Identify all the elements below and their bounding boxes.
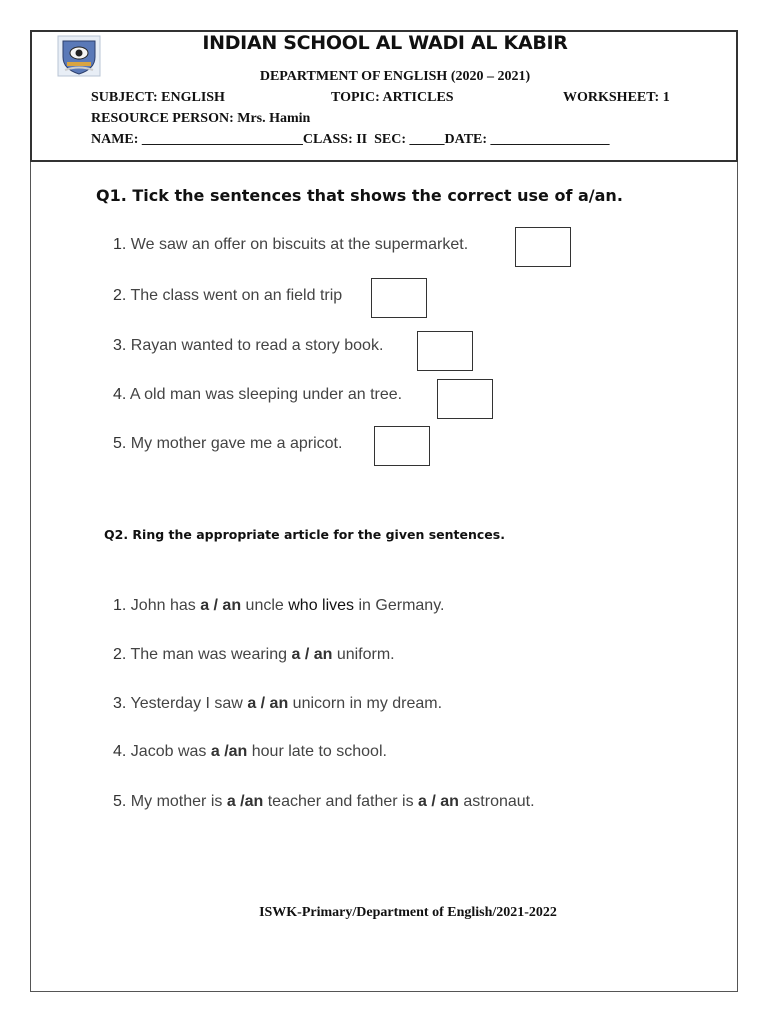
item-text: A old man was sleeping under an tree. bbox=[129, 386, 403, 403]
item-number: 1. bbox=[113, 236, 127, 253]
resource-person: RESOURCE PERSON: Mrs. Hamin bbox=[91, 111, 311, 126]
q1-item-2 bbox=[113, 287, 342, 305]
item-number: 3. bbox=[113, 337, 127, 354]
item-text-post: astronaut. bbox=[458, 793, 535, 810]
article-choice[interactable]: a / an bbox=[247, 695, 289, 712]
item-text: My mother gave me a apricot. bbox=[130, 435, 343, 452]
q1-item-5 bbox=[113, 435, 342, 453]
article-choice[interactable]: a / an bbox=[200, 597, 242, 614]
item-number: 1. bbox=[113, 597, 127, 614]
q1-item-4 bbox=[113, 386, 402, 404]
q1-tick-box-4[interactable] bbox=[437, 379, 493, 419]
q1-title: Q1. Tick the sentences that shows the correct use of a/an. bbox=[96, 186, 623, 205]
q1-tick-box-3[interactable] bbox=[417, 331, 473, 371]
item-text-pre: My mother is bbox=[130, 793, 227, 810]
worksheet-label: WORKSHEET: 1 bbox=[563, 90, 670, 105]
q2-item-2 bbox=[113, 646, 395, 664]
item-text-post: hour late to school. bbox=[247, 743, 387, 760]
q1-tick-box-2[interactable] bbox=[371, 278, 427, 318]
item-number: 2. bbox=[113, 646, 127, 663]
q2-item-4 bbox=[113, 743, 387, 761]
page-frame bbox=[30, 30, 738, 992]
subject-label: SUBJECT: ENGLISH bbox=[91, 90, 225, 105]
item-number: 4. bbox=[113, 743, 127, 760]
article-choice[interactable]: a / an bbox=[291, 646, 333, 663]
item-number: 2. bbox=[113, 287, 127, 304]
q2-item-1 bbox=[113, 597, 444, 615]
q2-item-3 bbox=[113, 695, 442, 713]
item-text-highlight: who lives bbox=[288, 597, 355, 614]
item-number: 5. bbox=[113, 435, 127, 452]
item-text: Rayan wanted to read a story book. bbox=[130, 337, 384, 354]
item-text-mid: teacher and father is bbox=[263, 793, 419, 810]
item-number: 4. bbox=[113, 386, 127, 403]
article-choice[interactable]: a /an bbox=[226, 793, 264, 810]
item-text-pre: Jacob was bbox=[130, 743, 211, 760]
item-text-post: in Germany. bbox=[354, 597, 445, 614]
q1-item-1 bbox=[113, 236, 468, 254]
item-text-pre: The man was wearing bbox=[130, 646, 292, 663]
item-text: We saw an offer on biscuits at the supermarket. bbox=[130, 236, 469, 253]
item-number: 3. bbox=[113, 695, 127, 712]
department-line: DEPARTMENT OF ENGLISH (2020 – 2021) bbox=[259, 69, 531, 84]
article-choice[interactable]: a / an bbox=[418, 793, 459, 810]
item-number: 5. bbox=[113, 793, 127, 810]
item-text-pre: John has bbox=[130, 597, 201, 614]
item-text-post: unicorn in my dream. bbox=[288, 695, 443, 712]
item-text-pre: Yesterday I saw bbox=[130, 695, 248, 712]
item-text-mid: uncle bbox=[241, 597, 289, 614]
q1-tick-box-1[interactable] bbox=[515, 227, 571, 267]
name-class-date-line[interactable]: NAME: _______________________CLASS: II SEC: _____DATE: _________________ bbox=[91, 132, 610, 147]
footer-text: ISWK-Primary/Department of English/2021-2022 bbox=[259, 905, 557, 920]
q2-item-5 bbox=[113, 793, 535, 811]
item-text: The class went on an field trip bbox=[130, 287, 343, 304]
q2-title: Q2. Ring the appropriate article for the given sentences. bbox=[104, 527, 505, 542]
q1-item-3 bbox=[113, 337, 383, 355]
article-choice[interactable]: a /an bbox=[210, 743, 248, 760]
q1-tick-box-5[interactable] bbox=[374, 426, 430, 466]
school-name: INDIAN SCHOOL AL WADI AL KABIR bbox=[202, 32, 568, 54]
item-text-post: uniform. bbox=[332, 646, 395, 663]
topic-label: TOPIC: ARTICLES bbox=[331, 90, 454, 105]
